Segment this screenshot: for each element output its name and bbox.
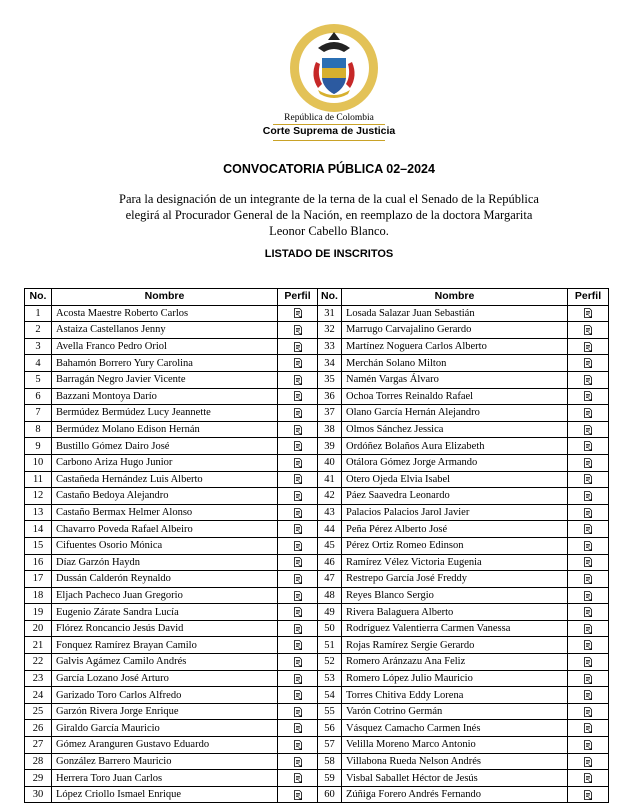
registrant-name: Eugenio Zárate Sandra Lucía bbox=[52, 604, 278, 621]
document-link-icon[interactable] bbox=[583, 441, 593, 452]
profile-cell bbox=[278, 703, 318, 720]
document-link-icon[interactable] bbox=[293, 358, 303, 369]
profile-cell bbox=[278, 537, 318, 554]
profile-cell bbox=[278, 322, 318, 339]
row-number: 38 bbox=[318, 421, 342, 438]
registrant-name: Namén Vargas Álvaro bbox=[342, 371, 568, 388]
row-number: 22 bbox=[25, 654, 52, 671]
row-number: 9 bbox=[25, 438, 52, 455]
row-number: 8 bbox=[25, 421, 52, 438]
profile-cell bbox=[568, 488, 609, 505]
row-number: 59 bbox=[318, 770, 342, 787]
table-row bbox=[25, 322, 609, 339]
header-name: Nombre bbox=[342, 289, 568, 306]
document-link-icon[interactable] bbox=[583, 590, 593, 601]
document-link-icon[interactable] bbox=[293, 656, 303, 667]
row-number: 3 bbox=[25, 338, 52, 355]
header-name: Nombre bbox=[52, 289, 278, 306]
registrant-name: Bustillo Gómez Dairo José bbox=[52, 438, 278, 455]
row-number: 19 bbox=[25, 604, 52, 621]
registrant-name: Bermúdez Bermúdez Lucy Jeannette bbox=[52, 405, 278, 422]
table-header-row bbox=[25, 289, 609, 306]
registrant-name: Chavarro Poveda Rafael Albeiro bbox=[52, 521, 278, 538]
registrant-name: Páez Saavedra Leonardo bbox=[342, 488, 568, 505]
row-number: 56 bbox=[318, 720, 342, 737]
document-link-icon[interactable] bbox=[583, 490, 593, 501]
registrant-name: Galvis Agámez Camilo Andrés bbox=[52, 654, 278, 671]
row-number: 12 bbox=[25, 488, 52, 505]
row-number: 18 bbox=[25, 587, 52, 604]
row-number: 6 bbox=[25, 388, 52, 405]
row-number: 37 bbox=[318, 405, 342, 422]
registrant-name: Astaiza Castellanos Jenny bbox=[52, 322, 278, 339]
header-profile: Perfil bbox=[568, 289, 609, 306]
registrant-name: Rivera Balaguera Alberto bbox=[342, 604, 568, 621]
registrant-name: Martínez Noguera Carlos Alberto bbox=[342, 338, 568, 355]
table-row bbox=[25, 421, 609, 438]
profile-cell bbox=[278, 305, 318, 322]
row-number: 16 bbox=[25, 554, 52, 571]
profile-cell bbox=[568, 454, 609, 471]
table-row bbox=[25, 471, 609, 488]
profile-cell bbox=[278, 620, 318, 637]
registrant-name: Bermúdez Molano Edison Hernán bbox=[52, 421, 278, 438]
document-link-icon[interactable] bbox=[293, 756, 303, 767]
profile-cell bbox=[278, 554, 318, 571]
registrant-name: Varón Cotrino Germán bbox=[342, 703, 568, 720]
table-row bbox=[25, 438, 609, 455]
document-link-icon[interactable] bbox=[583, 324, 593, 335]
profile-cell bbox=[568, 405, 609, 422]
row-number: 51 bbox=[318, 637, 342, 654]
profile-cell bbox=[568, 554, 609, 571]
profile-cell bbox=[278, 670, 318, 687]
document-link-icon[interactable] bbox=[583, 524, 593, 535]
row-number: 58 bbox=[318, 753, 342, 770]
registrant-name: Rodríguez Valentierra Carmen Vanessa bbox=[342, 620, 568, 637]
registrant-name: Barragán Negro Javier Vicente bbox=[52, 371, 278, 388]
table-row bbox=[25, 338, 609, 355]
registrant-name: López Criollo Ismael Enrique bbox=[52, 786, 278, 803]
table-row bbox=[25, 770, 609, 787]
registrant-name: Villabona Rueda Nelson Andrés bbox=[342, 753, 568, 770]
document-link-icon[interactable] bbox=[583, 457, 593, 468]
profile-cell bbox=[568, 388, 609, 405]
registrant-name: Garizado Toro Carlos Alfredo bbox=[52, 687, 278, 704]
profile-cell bbox=[278, 604, 318, 621]
registrant-name: Acosta Maestre Roberto Carlos bbox=[52, 305, 278, 322]
row-number: 41 bbox=[318, 471, 342, 488]
document-link-icon[interactable] bbox=[293, 391, 303, 402]
row-number: 47 bbox=[318, 571, 342, 588]
document-link-icon[interactable] bbox=[293, 524, 303, 535]
row-number: 42 bbox=[318, 488, 342, 505]
registrant-name: Vásquez Camacho Carmen Inés bbox=[342, 720, 568, 737]
document-link-icon[interactable] bbox=[293, 540, 303, 551]
row-number: 39 bbox=[318, 438, 342, 455]
profile-cell bbox=[568, 571, 609, 588]
document-link-icon[interactable] bbox=[293, 490, 303, 501]
registrant-name: Bahamón Borrero Yury Carolina bbox=[52, 355, 278, 372]
registrant-name: Romero Aránzazu Ana Feliz bbox=[342, 654, 568, 671]
row-number: 32 bbox=[318, 322, 342, 339]
profile-cell bbox=[568, 620, 609, 637]
row-number: 31 bbox=[318, 305, 342, 322]
document-link-icon[interactable] bbox=[293, 607, 303, 618]
registrant-name: Rojas Ramírez Sergie Gerardo bbox=[342, 637, 568, 654]
document-link-icon[interactable] bbox=[583, 623, 593, 634]
row-number: 11 bbox=[25, 471, 52, 488]
profile-cell bbox=[568, 521, 609, 538]
table-row bbox=[25, 405, 609, 422]
row-number: 10 bbox=[25, 454, 52, 471]
registrant-name: Zúñiga Forero Andrés Fernando bbox=[342, 786, 568, 803]
registrant-name: Losada Salazar Juan Sebastián bbox=[342, 305, 568, 322]
description: Para la designación de un integrante de la terna de la cual el Senado de la República elegirá al Procurador General de la Nación, en reemplazo de la doctora Margarita Leonor Cabello Blanco. bbox=[119, 192, 539, 238]
profile-cell bbox=[278, 587, 318, 604]
registrant-name: Restrepo García José Freddy bbox=[342, 571, 568, 588]
registrant-name: Ochoa Torres Reinaldo Rafael bbox=[342, 388, 568, 405]
row-number: 57 bbox=[318, 737, 342, 754]
document-link-icon[interactable] bbox=[583, 424, 593, 435]
registrant-name: Castaño Bermax Helmer Alonso bbox=[52, 504, 278, 521]
profile-cell bbox=[278, 737, 318, 754]
profile-cell bbox=[278, 720, 318, 737]
document-link-icon[interactable] bbox=[293, 324, 303, 335]
registrant-name: Gómez Aranguren Gustavo Eduardo bbox=[52, 737, 278, 754]
document-link-icon[interactable] bbox=[583, 507, 593, 518]
profile-cell bbox=[568, 770, 609, 787]
row-number: 13 bbox=[25, 504, 52, 521]
registrant-name: Ramírez Vélez Victoria Eugenia bbox=[342, 554, 568, 571]
document-link-icon[interactable] bbox=[293, 623, 303, 634]
profile-cell bbox=[568, 687, 609, 704]
profile-cell bbox=[568, 421, 609, 438]
profile-cell bbox=[278, 388, 318, 405]
table-row bbox=[25, 554, 609, 571]
document-link-icon[interactable] bbox=[293, 773, 303, 784]
row-number: 23 bbox=[25, 670, 52, 687]
table-row bbox=[25, 571, 609, 588]
table-row bbox=[25, 388, 609, 405]
registrant-name: Romero López Julio Mauricio bbox=[342, 670, 568, 687]
table-row bbox=[25, 537, 609, 554]
header-no: No. bbox=[318, 289, 342, 306]
profile-cell bbox=[568, 604, 609, 621]
row-number: 55 bbox=[318, 703, 342, 720]
registrant-name: Otálora Gómez Jorge Armando bbox=[342, 454, 568, 471]
profile-cell bbox=[278, 654, 318, 671]
profile-cell bbox=[568, 720, 609, 737]
row-number: 45 bbox=[318, 537, 342, 554]
registrants-table bbox=[24, 288, 609, 803]
row-number: 28 bbox=[25, 753, 52, 770]
page-title: CONVOCATORIA PÚBLICA 02–2024 bbox=[223, 162, 435, 176]
table-row bbox=[25, 786, 609, 803]
profile-cell bbox=[278, 488, 318, 505]
document-link-icon[interactable] bbox=[293, 573, 303, 584]
header-profile: Perfil bbox=[278, 289, 318, 306]
document-link-icon[interactable] bbox=[583, 407, 593, 418]
document-link-icon[interactable] bbox=[583, 308, 593, 319]
document-link-icon[interactable] bbox=[293, 739, 303, 750]
row-number: 36 bbox=[318, 388, 342, 405]
document-link-icon[interactable] bbox=[293, 640, 303, 651]
divider bbox=[273, 124, 385, 125]
registrant-name: Castañeda Hernández Luis Alberto bbox=[52, 471, 278, 488]
table-row bbox=[25, 305, 609, 322]
registrant-name: Cifuentes Osorio Mónica bbox=[52, 537, 278, 554]
row-number: 54 bbox=[318, 687, 342, 704]
registrant-name: Peña Pérez Alberto José bbox=[342, 521, 568, 538]
coat-of-arms-icon bbox=[288, 22, 380, 114]
profile-cell bbox=[568, 438, 609, 455]
document-link-icon[interactable] bbox=[583, 341, 593, 352]
table-row bbox=[25, 654, 609, 671]
profile-cell bbox=[568, 504, 609, 521]
document-link-icon[interactable] bbox=[583, 673, 593, 684]
table-row bbox=[25, 521, 609, 538]
profile-cell bbox=[568, 371, 609, 388]
row-number: 5 bbox=[25, 371, 52, 388]
registrant-name: Reyes Blanco Sergio bbox=[342, 587, 568, 604]
table-row bbox=[25, 371, 609, 388]
profile-cell bbox=[568, 338, 609, 355]
table-row bbox=[25, 737, 609, 754]
row-number: 48 bbox=[318, 587, 342, 604]
registrant-name: Bazzani Montoya Darío bbox=[52, 388, 278, 405]
registrant-name: Olmos Sánchez Jessica bbox=[342, 421, 568, 438]
document-link-icon[interactable] bbox=[583, 540, 593, 551]
profile-cell bbox=[278, 405, 318, 422]
row-number: 50 bbox=[318, 620, 342, 637]
row-number: 20 bbox=[25, 620, 52, 637]
row-number: 21 bbox=[25, 637, 52, 654]
profile-cell bbox=[278, 338, 318, 355]
document-link-icon[interactable] bbox=[583, 374, 593, 385]
registrant-name: Díaz Garzón Haydn bbox=[52, 554, 278, 571]
table-row bbox=[25, 703, 609, 720]
document-link-icon[interactable] bbox=[583, 557, 593, 568]
registrant-name: Dussán Calderón Reynaldo bbox=[52, 571, 278, 588]
row-number: 30 bbox=[25, 786, 52, 803]
document-link-icon[interactable] bbox=[293, 424, 303, 435]
registrant-name: Marrugo Carvajalino Gerardo bbox=[342, 322, 568, 339]
registrant-name: Visbal Saballet Héctor de Jesús bbox=[342, 770, 568, 787]
section-title: LISTADO DE INSCRITOS bbox=[264, 248, 394, 260]
row-number: 7 bbox=[25, 405, 52, 422]
profile-cell bbox=[568, 703, 609, 720]
header-no: No. bbox=[25, 289, 52, 306]
registrant-name: Pérez Ortiz Romeo Edinson bbox=[342, 537, 568, 554]
table-row bbox=[25, 670, 609, 687]
document-link-icon[interactable] bbox=[293, 673, 303, 684]
document-link-icon[interactable] bbox=[583, 656, 593, 667]
row-number: 2 bbox=[25, 322, 52, 339]
document-link-icon[interactable] bbox=[293, 507, 303, 518]
registrant-name: Ordóñez Bolaños Aura Elizabeth bbox=[342, 438, 568, 455]
table-row bbox=[25, 587, 609, 604]
profile-cell bbox=[568, 305, 609, 322]
document-link-icon[interactable] bbox=[583, 706, 593, 717]
row-number: 43 bbox=[318, 504, 342, 521]
divider bbox=[273, 140, 385, 141]
profile-cell bbox=[278, 454, 318, 471]
document-link-icon[interactable] bbox=[583, 690, 593, 701]
registrant-name: Castaño Bedoya Alejandro bbox=[52, 488, 278, 505]
profile-cell bbox=[278, 571, 318, 588]
row-number: 26 bbox=[25, 720, 52, 737]
document-link-icon[interactable] bbox=[583, 789, 593, 800]
row-number: 40 bbox=[318, 454, 342, 471]
table-row bbox=[25, 504, 609, 521]
document-link-icon[interactable] bbox=[293, 557, 303, 568]
document-link-icon[interactable] bbox=[293, 474, 303, 485]
document-link-icon[interactable] bbox=[583, 773, 593, 784]
profile-cell bbox=[568, 654, 609, 671]
row-number: 33 bbox=[318, 338, 342, 355]
institution-label: Corte Suprema de Justicia bbox=[262, 125, 396, 137]
registrant-name: Merchán Solano Milton bbox=[342, 355, 568, 372]
table-row bbox=[25, 488, 609, 505]
document-link-icon[interactable] bbox=[583, 391, 593, 402]
profile-cell bbox=[278, 504, 318, 521]
profile-cell bbox=[278, 753, 318, 770]
document-link-icon[interactable] bbox=[293, 308, 303, 319]
profile-cell bbox=[278, 687, 318, 704]
registrant-name: Palacios Palacios Jarol Javier bbox=[342, 504, 568, 521]
profile-cell bbox=[278, 371, 318, 388]
row-number: 17 bbox=[25, 571, 52, 588]
document-link-icon[interactable] bbox=[583, 573, 593, 584]
document-link-icon[interactable] bbox=[583, 640, 593, 651]
document-link-icon[interactable] bbox=[583, 358, 593, 369]
document-link-icon[interactable] bbox=[293, 407, 303, 418]
registrant-name: Olano García Hernán Alejandro bbox=[342, 405, 568, 422]
table-row bbox=[25, 753, 609, 770]
profile-cell bbox=[568, 471, 609, 488]
registrant-name: Velilla Moreno Marco Antonio bbox=[342, 737, 568, 754]
row-number: 52 bbox=[318, 654, 342, 671]
row-number: 44 bbox=[318, 521, 342, 538]
registrant-name: Herrera Toro Juan Carlos bbox=[52, 770, 278, 787]
row-number: 29 bbox=[25, 770, 52, 787]
profile-cell bbox=[278, 521, 318, 538]
row-number: 53 bbox=[318, 670, 342, 687]
country-label: República de Colombia bbox=[284, 113, 374, 123]
document-link-icon[interactable] bbox=[293, 374, 303, 385]
document-link-icon[interactable] bbox=[583, 607, 593, 618]
profile-cell bbox=[568, 753, 609, 770]
document-link-icon[interactable] bbox=[583, 723, 593, 734]
profile-cell bbox=[568, 737, 609, 754]
table-row bbox=[25, 355, 609, 372]
registrant-name: González Barrero Mauricio bbox=[52, 753, 278, 770]
row-number: 15 bbox=[25, 537, 52, 554]
document-link-icon[interactable] bbox=[293, 706, 303, 717]
document-link-icon[interactable] bbox=[583, 739, 593, 750]
document-link-icon[interactable] bbox=[293, 457, 303, 468]
profile-cell bbox=[568, 670, 609, 687]
document-link-icon[interactable] bbox=[293, 341, 303, 352]
document-link-icon[interactable] bbox=[583, 474, 593, 485]
table-row bbox=[25, 637, 609, 654]
profile-cell bbox=[568, 537, 609, 554]
profile-cell bbox=[278, 438, 318, 455]
registrant-name: García Lozano José Arturo bbox=[52, 670, 278, 687]
profile-cell bbox=[278, 770, 318, 787]
registrant-name: Garzón Rivera Jorge Enrique bbox=[52, 703, 278, 720]
registrant-name: Giraldo García Mauricio bbox=[52, 720, 278, 737]
profile-cell bbox=[278, 355, 318, 372]
document-link-icon[interactable] bbox=[293, 441, 303, 452]
registrant-name: Fonquez Ramírez Brayan Camilo bbox=[52, 637, 278, 654]
registrant-name: Carbono Ariza Hugo Junior bbox=[52, 454, 278, 471]
registrant-name: Flórez Roncancio Jesús David bbox=[52, 620, 278, 637]
row-number: 1 bbox=[25, 305, 52, 322]
document-link-icon[interactable] bbox=[293, 590, 303, 601]
table-row bbox=[25, 454, 609, 471]
profile-cell bbox=[278, 786, 318, 803]
profile-cell bbox=[278, 637, 318, 654]
row-number: 35 bbox=[318, 371, 342, 388]
profile-cell bbox=[568, 322, 609, 339]
row-number: 46 bbox=[318, 554, 342, 571]
profile-cell bbox=[568, 355, 609, 372]
registrant-name: Torres Chitiva Eddy Lorena bbox=[342, 687, 568, 704]
document-link-icon[interactable] bbox=[293, 723, 303, 734]
profile-cell bbox=[278, 421, 318, 438]
table-row bbox=[25, 687, 609, 704]
row-number: 14 bbox=[25, 521, 52, 538]
profile-cell bbox=[568, 637, 609, 654]
document-link-icon[interactable] bbox=[293, 789, 303, 800]
registrant-name: Otero Ojeda Elvia Isabel bbox=[342, 471, 568, 488]
row-number: 34 bbox=[318, 355, 342, 372]
table-row bbox=[25, 604, 609, 621]
table-row bbox=[25, 720, 609, 737]
row-number: 24 bbox=[25, 687, 52, 704]
row-number: 25 bbox=[25, 703, 52, 720]
registrant-name: Eljach Pacheco Juan Gregorio bbox=[52, 587, 278, 604]
profile-cell bbox=[278, 471, 318, 488]
profile-cell bbox=[568, 786, 609, 803]
document-link-icon[interactable] bbox=[583, 756, 593, 767]
row-number: 4 bbox=[25, 355, 52, 372]
row-number: 49 bbox=[318, 604, 342, 621]
row-number: 60 bbox=[318, 786, 342, 803]
registrant-name: Avella Franco Pedro Oriol bbox=[52, 338, 278, 355]
document-link-icon[interactable] bbox=[293, 690, 303, 701]
profile-cell bbox=[568, 587, 609, 604]
table-row bbox=[25, 620, 609, 637]
row-number: 27 bbox=[25, 737, 52, 754]
